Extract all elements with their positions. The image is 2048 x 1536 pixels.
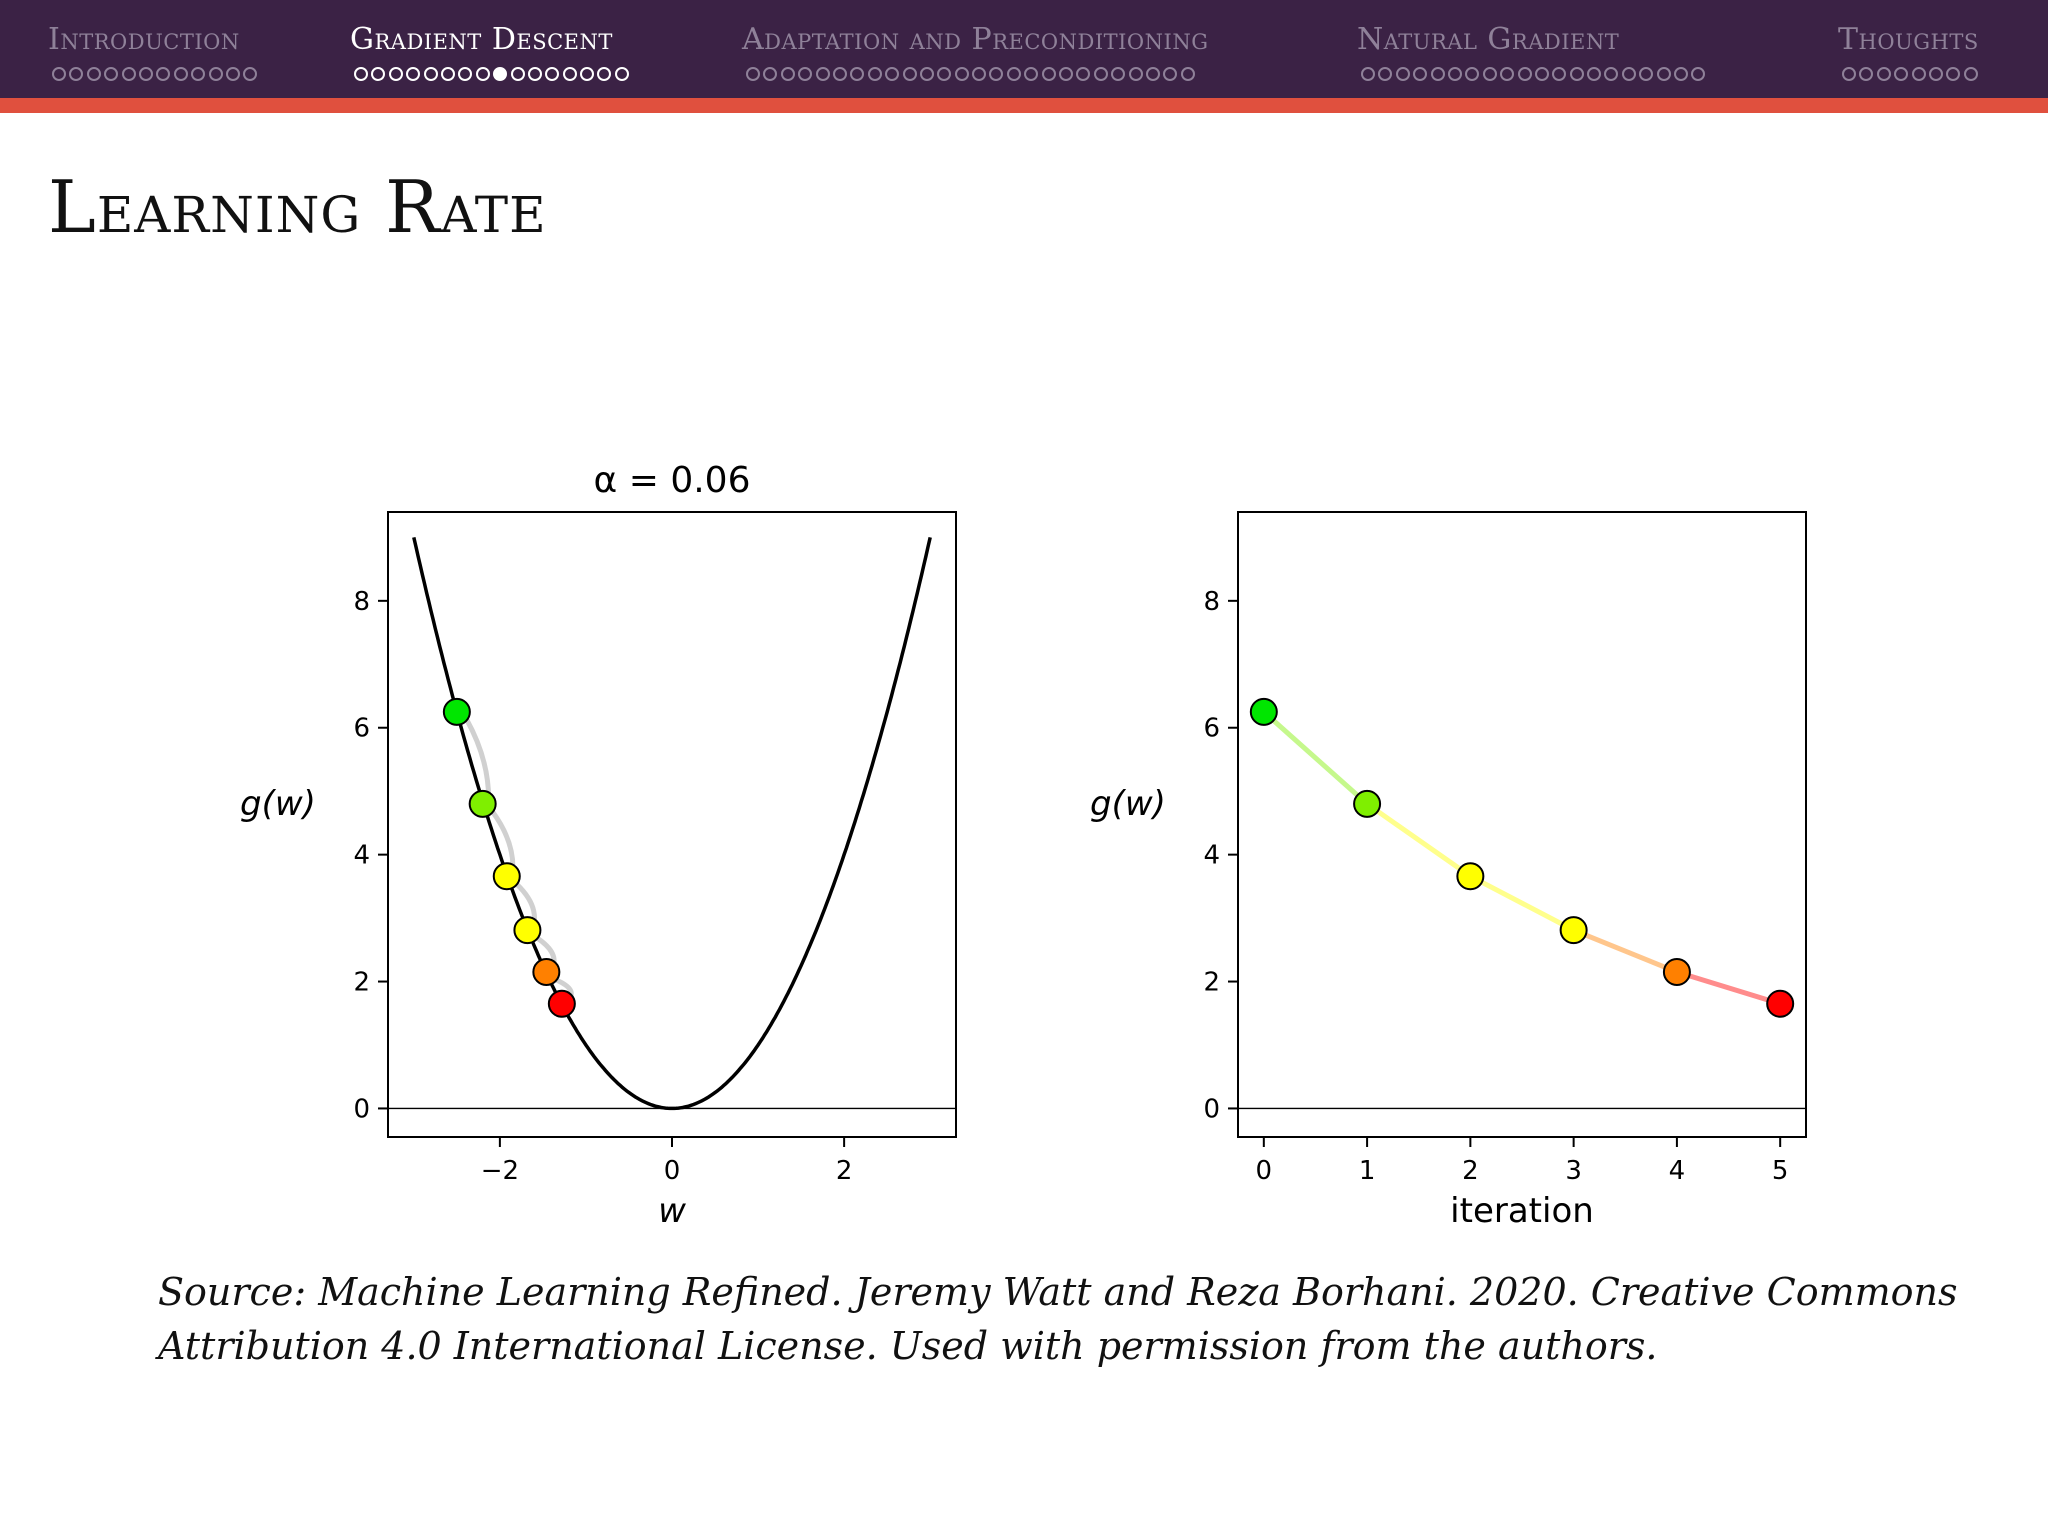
x-axis-label: iteration — [1450, 1191, 1594, 1231]
step-point — [444, 699, 470, 725]
nav-section-title[interactable]: Natural Gradient — [1357, 22, 1620, 57]
step-point — [549, 991, 575, 1017]
history-point — [1664, 959, 1690, 985]
cost-history-chart — [1090, 512, 1806, 1231]
y-tick-label: 2 — [1203, 967, 1220, 998]
x-tick-label: 2 — [1462, 1156, 1479, 1186]
x-tick-label: −2 — [480, 1156, 520, 1186]
history-points — [1251, 699, 1793, 1017]
history-point — [1561, 917, 1587, 943]
x-tick-label: 2 — [835, 1156, 853, 1186]
x-tick-label: 0 — [663, 1156, 681, 1186]
x-axis-label: w — [658, 1191, 686, 1231]
step-point — [494, 863, 520, 889]
chart-title: α = 0.06 — [593, 460, 751, 501]
history-segment — [1367, 804, 1470, 876]
history-segment — [1574, 930, 1677, 972]
history-point — [1354, 791, 1380, 817]
x-axis — [1256, 1137, 1789, 1186]
history-point — [1251, 699, 1277, 725]
cost-curve — [414, 537, 930, 1108]
history-point — [1457, 863, 1483, 889]
y-tick-label: 8 — [1203, 586, 1220, 617]
step-point — [533, 959, 559, 985]
step-points — [444, 699, 575, 1017]
x-tick-label: 0 — [1255, 1156, 1273, 1186]
y-tick-label: 0 — [353, 1094, 370, 1125]
step-point — [470, 791, 496, 817]
x-tick-label: 5 — [1771, 1156, 1789, 1186]
step-trail — [467, 720, 571, 1000]
y-tick-label: 0 — [1203, 1094, 1220, 1125]
nav-section-title[interactable]: Gradient Descent — [350, 22, 613, 57]
x-tick-label: 3 — [1565, 1156, 1582, 1186]
cost-function-chart — [240, 460, 956, 1231]
x-tick-label: 4 — [1668, 1156, 1686, 1186]
history-segment — [1677, 972, 1780, 1004]
nav-section-title[interactable]: Adaptation and Preconditioning — [742, 22, 1209, 57]
y-tick-label: 8 — [353, 586, 370, 617]
y-axis — [1203, 587, 1238, 1125]
x-axis — [481, 1137, 853, 1186]
nav-section-title[interactable]: Thoughts — [1838, 22, 1979, 57]
history-segment — [1264, 712, 1367, 804]
history-segment — [1470, 876, 1573, 930]
history-line — [1264, 712, 1780, 1004]
plot-frame — [388, 512, 956, 1137]
y-tick-label: 6 — [1203, 713, 1220, 744]
plot-frame — [1238, 512, 1806, 1137]
nav-section-title[interactable]: Introduction — [48, 22, 240, 57]
y-tick-label: 4 — [1203, 840, 1220, 871]
y-axis — [353, 587, 388, 1125]
y-tick-label: 4 — [353, 840, 370, 871]
y-tick-label: 6 — [353, 713, 370, 744]
x-tick-label: 1 — [1358, 1156, 1376, 1186]
y-axis-label: g(w) — [240, 784, 316, 824]
source-caption: Source: Machine Learning Refined. Jeremy Watt and Reza Borhani. 2020. Creative Commons Attribution 4.0 International License. Used with permission from the authors. — [158, 1270, 1958, 1368]
slide-title: Learning Rate — [48, 165, 547, 249]
history-point — [1767, 991, 1793, 1017]
step-point — [514, 917, 540, 943]
y-axis-label: g(w) — [1090, 784, 1166, 824]
y-tick-label: 2 — [353, 967, 370, 998]
